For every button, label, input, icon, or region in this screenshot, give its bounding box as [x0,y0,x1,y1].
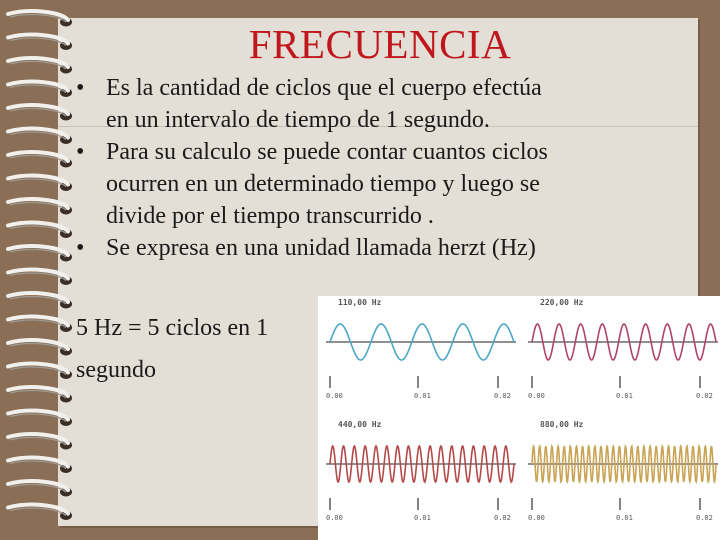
frequency-label: 110,00 Hz [338,298,382,307]
time-tick-label: 0.01 [616,514,633,522]
waveform-panel [520,418,720,538]
bullet-line: Se expresa en una unidad llamada herzt (Hz) [106,235,536,261]
time-tick-label: 0.00 [326,392,343,400]
slide-title: FRECUENCIA [248,21,512,67]
waveform-panel [318,296,518,416]
time-tick-label: 0.00 [528,392,545,400]
bullet-item [76,72,696,136]
bullet-line: Para su calculo se puede contar cuantos ciclos [106,139,548,165]
time-tick-label: 0.01 [414,514,431,522]
time-tick-label: 0.00 [528,514,545,522]
frequency-label: 220,00 Hz [540,298,584,307]
time-tick-label: 0.00 [326,514,343,522]
frequency-label: 440,00 Hz [338,420,382,429]
time-tick-label: 0.01 [616,392,633,400]
frequency-label: 880,00 Hz [540,420,584,429]
time-tick-label: 0.02 [696,392,713,400]
bullet-dot: • [76,139,85,165]
bullet-dot: • [76,235,85,261]
time-tick-label: 0.02 [494,514,511,522]
waveform-figure [318,296,720,540]
bullet-list [76,72,696,264]
bullet-line: Es la cantidad de ciclos que el cuerpo efectúa [106,75,542,101]
time-tick-label: 0.01 [414,392,431,400]
bullet-item [76,232,696,264]
waveform-panel [520,296,720,416]
example-text: 5 Hz = 5 ciclos en 1 [76,315,269,341]
sine-wave [532,446,716,482]
time-tick-label: 0.02 [494,392,511,400]
bullet-line: divide por el tiempo transcurrido . [106,203,434,229]
waveform-panel [318,418,518,538]
bullet-item [76,136,696,232]
bullet-line: en un intervalo de tiempo de 1 segundo. [106,107,490,133]
example-text-continued: segundo [76,357,156,383]
bullet-dot: • [76,75,85,101]
bullet-line: ocurren en un determinado tiempo y luego se [106,171,540,197]
sine-wave [330,446,514,482]
time-tick-label: 0.02 [696,514,713,522]
